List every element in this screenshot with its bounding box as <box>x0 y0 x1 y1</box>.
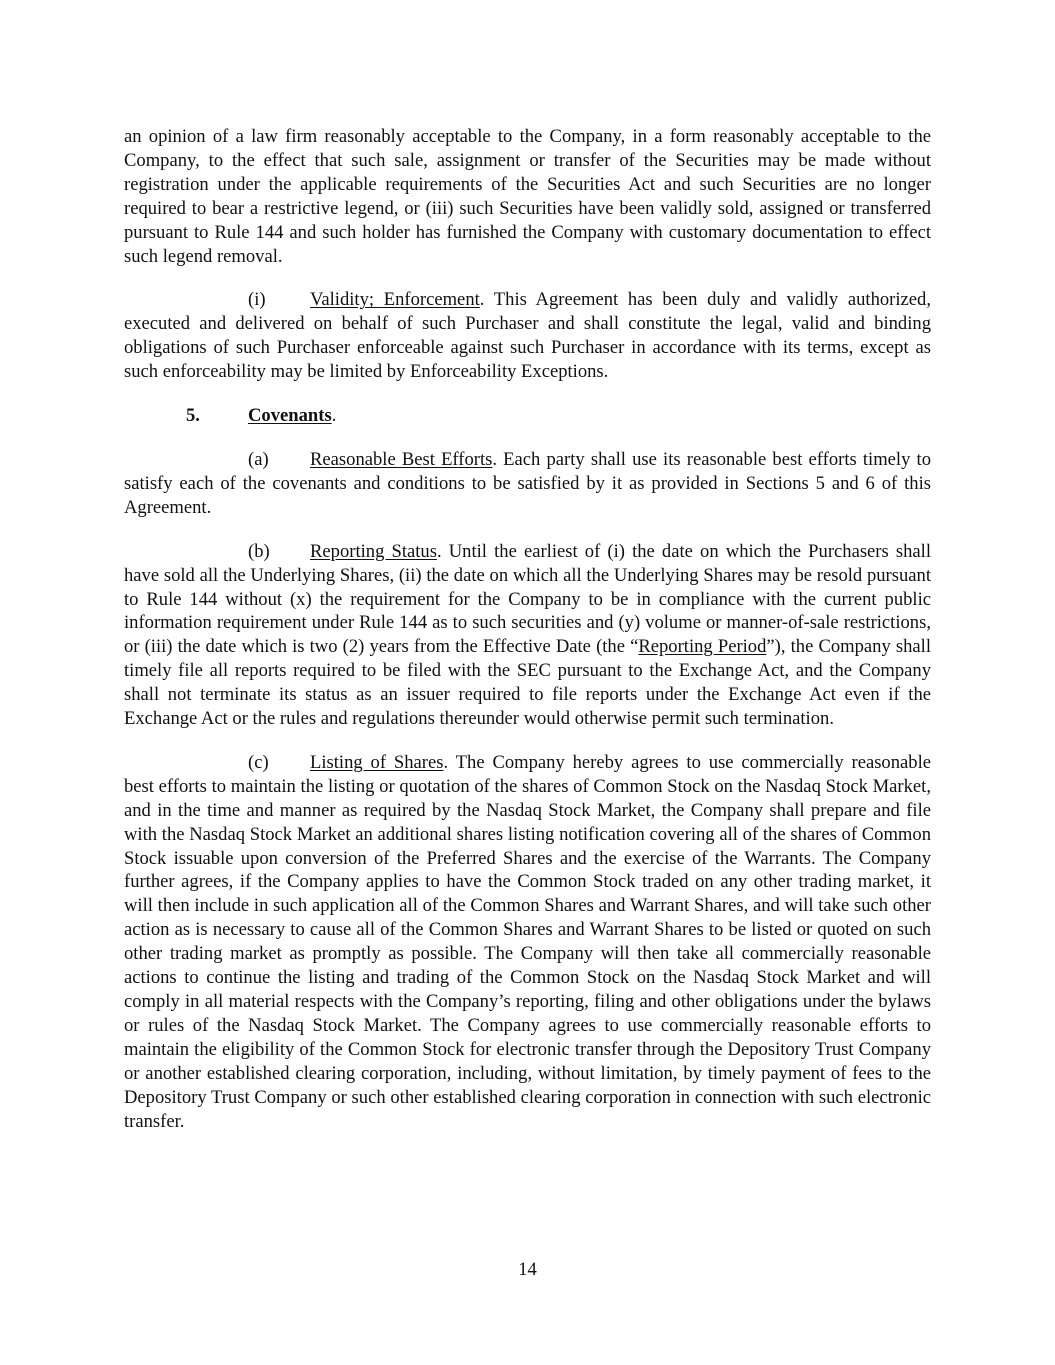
clause-number: (i) <box>248 289 266 311</box>
clause-number: (a) <box>248 448 269 470</box>
paragraph-legend-removal: an opinion of a law firm reasonably acceptable to the Company, in a form reasonably acceptable to the Company, to the effect that such sale, assignment or transfer of the Securities may be made without registration under the applicable requirements of the Securities Act and such Securities are no longer required to bear a restrictive legend, or (iii) such Securities have been validly sold, assigned or transferred pursuant to Rule 144 and such holder has furnished the Company with customary documentation to effect such legend removal. <box>124 126 931 267</box>
section-title: Covenants <box>248 405 332 427</box>
paragraph-reporting-status <box>124 540 931 731</box>
section-heading <box>124 404 931 428</box>
section-title-period: . <box>331 405 337 427</box>
defined-term: Reporting Period <box>638 636 767 658</box>
clause-body-part-2: ”), the Company shall timely file all reports required to be filed with the SEC pursuant to the Exchange Act, and the Company shall not terminate its status as an issuer required to file reports under the Exchange Act even if the Exchange Act or the rules and regulations thereunder would otherwise permit such termination. <box>124 636 932 730</box>
document-page <box>124 125 931 1133</box>
clause-body-part-1: . Until the earliest of (i) the date on which the Purchasers shall have sold all the Underlying Shares, (ii) the date on which all the Underlying Shares may be resold pursuant to Rule 144 without (x) the requirement for the Company to be in compliance with the current public information requirement under Rule 144 as to such securities and (y) volume or manner-of-sale restrictions, or (iii) the date which is two (2) years from the Effective Date (the “ <box>124 540 931 658</box>
clause-body: . Each party shall use its reasonable best efforts timely to satisfy each of the covenants and conditions to be satisfied by it as provided in Sections 5 and 6 of this Agreement. <box>124 448 931 518</box>
clause-number: (b) <box>248 540 270 562</box>
clause-heading: Listing of Shares <box>310 751 444 773</box>
clause-number: (c) <box>248 751 269 773</box>
clause-body: . This Agreement has been duly and validly authorized, executed and delivered on behalf of such Purchaser and shall constitute the legal, valid and binding obligations of such Purchaser enforceable against such Purchaser in accordance with its terms, except as such enforceability may be limited by Enforceability Exceptions. <box>124 289 931 383</box>
clause-body: . The Company hereby agrees to use commercially reasonable best efforts to maintain the listing or quotation of the shares of Common Stock on the Nasdaq Stock Market, and in the time and manner as required by the Nasdaq Stock Market, the Company shall prepare and file with the Nasdaq Stock Market an additional shares listing notification covering all of the shares of Common Stock issuable upon conversion of the Preferred Shares and the exercise of the Warrants. The Company further agrees, if the Company applies to have the Common Stock traded on any other trading market, it will then include in such application all of the Common Shares and Warrant Shares, and will take such other action as is necessary to cause all of the Common Shares and Warrant Shares to be listed or quoted on such other trading market as promptly as possible. The Company will then take all commercially reasonable actions to continue the listing and trading of the Common Stock on the Nasdaq Stock Market and will comply in all material respects with the Company’s reporting, filing and other obligations under the bylaws or rules of the Nasdaq Stock Market. The Company agrees to use commercially reasonable efforts to maintain the eligibility of the Common Stock for electronic transfer through the Depository Trust Company or another established clearing corporation, including, without limitation, by timely payment of fees to the Depository Trust Company or such other established clearing corporation in connection with such electronic transfer. <box>124 751 931 1132</box>
paragraph-validity-enforcement <box>124 288 931 384</box>
clause-heading: Reasonable Best Efforts <box>310 448 493 470</box>
paragraph-reasonable-best-efforts <box>124 448 931 520</box>
paragraph-listing-of-shares <box>124 751 931 1134</box>
clause-heading: Reporting Status <box>310 540 437 562</box>
section-number: 5. <box>186 405 200 427</box>
page-number: 14 <box>518 1259 537 1280</box>
clause-heading: Validity; Enforcement <box>310 289 480 311</box>
